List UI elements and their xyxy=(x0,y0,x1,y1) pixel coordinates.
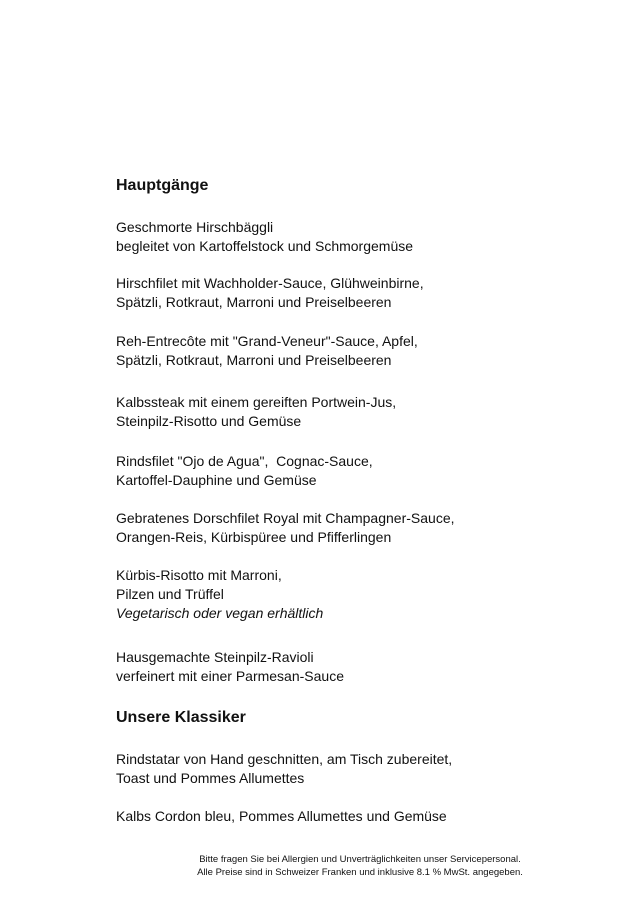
menu-item-diet-note: Vegetarisch oder vegan erhältlich xyxy=(116,605,324,621)
menu-item-line: Reh-Entrecôte mit "Grand-Veneur"-Sauce, Apfel, xyxy=(116,333,418,349)
menu-item xyxy=(116,750,452,788)
menu-item-line: Toast und Pommes Allumettes xyxy=(116,770,305,786)
menu-item-line: Hirschfilet mit Wachholder-Sauce, Glühweinbirne, xyxy=(116,275,424,291)
footer-notice xyxy=(145,853,575,879)
menu-item-line: Hausgemachte Steinpilz-Ravioli xyxy=(116,649,314,665)
menu-item-line: Rindsfilet "Ojo de Agua", Cognac-Sauce, xyxy=(116,453,373,469)
menu-item-line: Kalbs Cordon bleu, Pommes Allumettes und Gemüse xyxy=(116,808,447,824)
menu-item xyxy=(116,452,373,490)
menu-item-line: Steinpilz-Risotto und Gemüse xyxy=(116,413,302,429)
menu-item xyxy=(116,509,455,547)
menu-item xyxy=(116,393,396,431)
section-title-klassiker: Unsere Klassiker xyxy=(116,709,246,726)
menu-item-line: Orangen-Reis, Kürbispüree und Pfifferlingen xyxy=(116,529,392,545)
menu-item xyxy=(116,332,418,370)
menu-item xyxy=(116,807,447,826)
menu-item-line: begleitet von Kartoffelstock und Schmorgemüse xyxy=(116,238,414,254)
menu-item-line: Kürbis-Risotto mit Marroni, xyxy=(116,567,282,583)
menu-item xyxy=(116,566,323,623)
price-notice: Alle Preise sind in Schweizer Franken und inklusive 8.1 % MwSt. angegeben. xyxy=(197,867,523,878)
menu-item xyxy=(116,648,344,686)
menu-item-line: Spätzli, Rotkraut, Marroni und Preiselbeeren xyxy=(116,352,392,368)
menu-item-line: Geschmorte Hirschbäggli xyxy=(116,219,274,235)
menu-item-line: verfeinert mit einer Parmesan-Sauce xyxy=(116,668,344,684)
menu-item-line: Rindstatar von Hand geschnitten, am Tisch zubereitet, xyxy=(116,751,453,767)
menu-item-line: Gebratenes Dorschfilet Royal mit Champagner-Sauce, xyxy=(116,510,455,526)
menu-item-line: Kalbssteak mit einem gereiften Portwein-Jus, xyxy=(116,394,397,410)
menu-item xyxy=(116,274,424,312)
allergy-notice: Bitte fragen Sie bei Allergien und Unverträglichkeiten unser Servicepersonal. xyxy=(199,854,521,865)
menu-item-line: Kartoffel-Dauphine und Gemüse xyxy=(116,472,317,488)
menu-item-line: Spätzli, Rotkraut, Marroni und Preiselbeeren xyxy=(116,294,392,310)
menu-item xyxy=(116,218,413,256)
menu-item-line: Pilzen und Trüffel xyxy=(116,586,224,602)
section-title-hauptgaenge: Hauptgänge xyxy=(116,177,209,194)
